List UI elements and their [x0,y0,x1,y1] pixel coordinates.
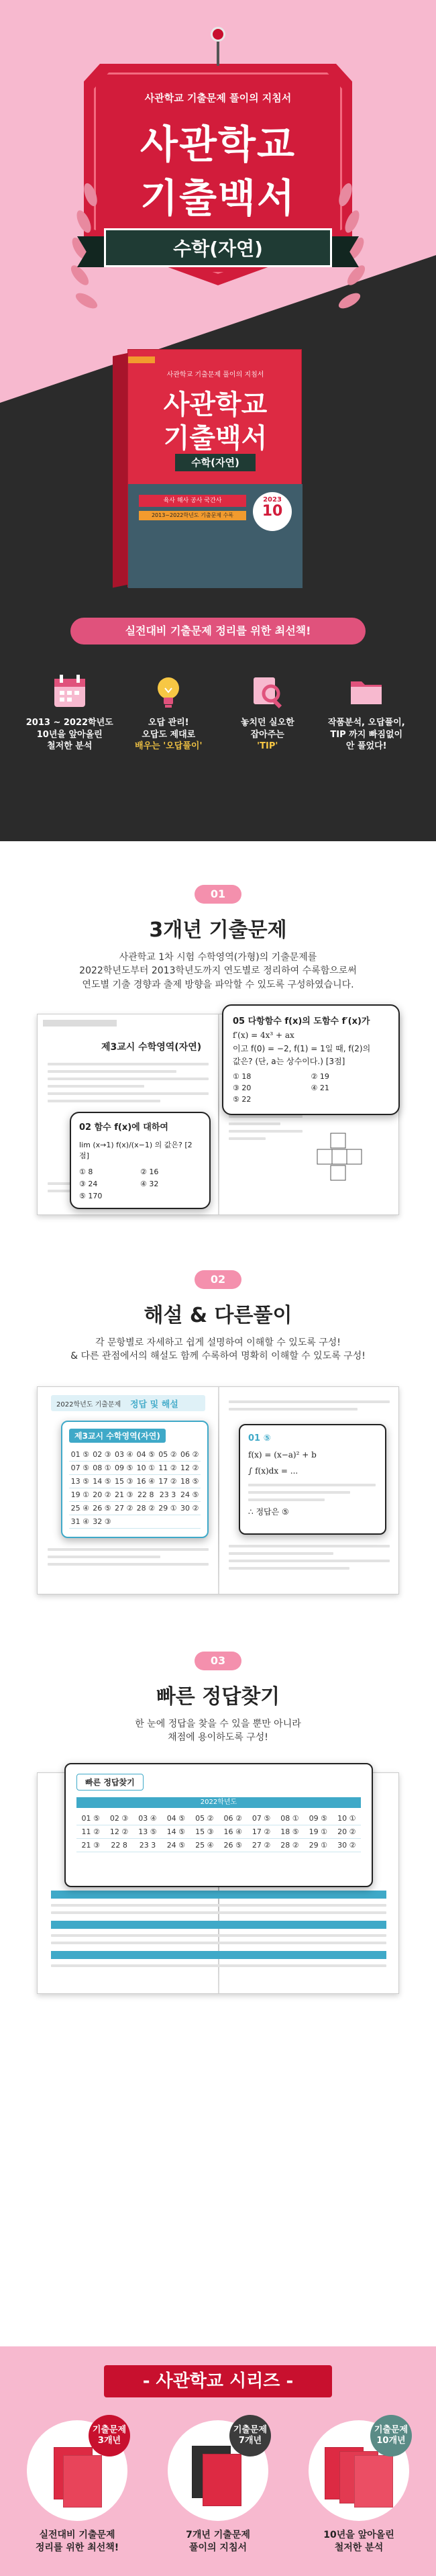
answer-cell: 31 ④ [69,1515,91,1529]
question-title: 05 다항함수 f(x)의 도함수 f′(x)가 [233,1016,370,1027]
feature-list [0,671,436,753]
series-item[interactable] [20,2420,134,2555]
answer-cell: 09 ⑤ [304,1812,332,1825]
description-line: 2022학년도부터 2013학년도까지 연도별로 정리하여 수록함으로써 [79,965,357,977]
feature-line: 작품분석, 오답풀이, [327,718,405,728]
feature-item [323,671,410,753]
question-popup-05 [222,1004,400,1115]
feature-text [125,717,212,753]
feature-line: 놓치던 실오한 [240,718,294,728]
hero-tagline: 실전대비 기출문제 정리를 위한 최선책! [70,618,366,645]
answer-cell: 14 ⑤ [91,1475,113,1488]
solution-popup [239,1424,386,1535]
answer-cell: 23 3 [157,1488,179,1502]
answer-table [69,1448,201,1529]
hero-title-line1: 사관학교 [140,122,296,167]
answer-cell: 27 ② [113,1502,135,1515]
answer-cell: 01 ⑤ [69,1448,91,1462]
answer-cell: 16 ④ [135,1475,157,1488]
section-title: 빠른 정답찾기 [156,1685,280,1709]
shield-hanger [217,39,219,66]
book-year-big: 10 [262,503,283,520]
choice-list [79,1167,201,1200]
pin-icon [211,27,225,42]
exam-page-spread [37,1014,399,1215]
folder-icon [323,671,410,712]
solution-number: 01 ⑤ [248,1433,271,1443]
answer-cell: 03 ④ [133,1812,162,1825]
description-line: 한 눈에 정답을 찾을 수 있을 뿐만 아니라 [135,1719,301,1729]
answer-key-popup [61,1421,209,1538]
calendar-icon [26,671,113,712]
caption-line: 7개년 기출문제 [186,2530,250,2540]
answer-cell: 15 ③ [190,1825,219,1839]
answer-cell: 13 ⑤ [133,1825,162,1839]
quick-answer-spread [37,1772,399,1994]
answer-cell: 17 ② [247,1825,275,1839]
subject-chip: 제3교시 수학영역(자연) [69,1429,166,1443]
choice: ① 8 [79,1167,93,1176]
series-book-circle [168,2420,268,2521]
answer-cell: 26 ⑤ [219,1839,247,1852]
series-caption [302,2529,416,2555]
solution-line: f(x) = (x−a)² + b [248,1450,317,1460]
question-text: 값은? (단, a는 상수이다.) [3점] [233,1057,345,1066]
book-tag-secondary: 2013~2022학년도 기출문제 수록 [139,511,246,520]
series-book-circle [27,2420,127,2521]
answer-cell: 25 ④ [190,1839,219,1852]
answer-cell: 01 ⑤ [76,1812,105,1825]
answer-cell: 10 ① [135,1462,157,1475]
series-badge: 기출문제 10개년 [370,2415,412,2456]
answer-cell: 20 ② [91,1488,113,1502]
answer-cell: 26 ⑤ [91,1502,113,1515]
hero-title-line2: 기출백서 [140,175,296,221]
choice: ④ 21 [311,1084,329,1092]
solution-line: ∫ f(x)dx = ... [248,1466,298,1476]
answer-cell: 08 ① [276,1812,304,1825]
text-lines [48,1063,209,1107]
book-year-small: 2023 [263,496,282,504]
section-title: 해설 & 다른풀이 [144,1304,292,1327]
caption-line: 정리를 위한 최선책! [35,2542,119,2553]
choice: ② 16 [140,1167,159,1176]
answer-cell [178,1515,201,1529]
feature-text [323,717,410,753]
table-row [76,1839,361,1852]
quick-answer-heading: 빠른 정답찾기 [76,1774,144,1791]
answer-cell: 29 ① [304,1839,332,1852]
answer-cell: 14 ⑤ [162,1825,190,1839]
section-description [0,951,436,992]
subject-ribbon: 수학(자연) [104,228,332,267]
page-header-bar [43,1020,117,1027]
table-row [69,1475,201,1488]
text-lines [229,1400,390,1415]
book-year-badge [253,492,292,531]
table-row [69,1448,201,1462]
answer-cell: 10 ① [333,1812,361,1825]
solution-page-spread [37,1386,399,1594]
book-top-strip [128,356,155,363]
series-caption [161,2529,275,2555]
magnifier-icon [224,671,311,712]
table-row [69,1462,201,1475]
caption-line: 10년을 앞아올린 [323,2530,394,2540]
exam-heading: 제3교시 수학영역(자연) [101,1042,202,1053]
section-number: 01 [195,885,241,904]
answer-cell: 11 ② [76,1825,105,1839]
feature-line: 2013 ~ 2022학년도 [25,718,113,728]
series-book-image [203,2454,241,2506]
description-line: 사관학교 1차 시험 수학영역(가형)의 기출문제를 [119,952,317,963]
feature-item [224,671,311,753]
question-title: 02 함수 f(x)에 대하여 [79,1123,168,1133]
answer-cell: 32 ③ [91,1515,113,1529]
feature-line: 'TIP' [257,741,278,752]
section-03 [0,1652,436,1745]
description-line: & 다른 관점에서의 해설도 함께 수록하여 명확히 이해할 수 있도록 구성! [70,1351,366,1362]
lightbulb-icon [125,671,212,712]
answer-cell: 16 ④ [219,1825,247,1839]
book-title-line2: 기출백서 [163,423,268,454]
answer-cell: 07 ⑤ [69,1462,91,1475]
answer-cell: 29 ① [157,1502,179,1515]
answer-cell: 28 ② [135,1502,157,1515]
answer-cell: 12 ② [178,1462,201,1475]
answer-cell: 28 ② [276,1839,304,1852]
section-01 [0,885,436,992]
answer-cell: 18 ⑤ [276,1825,304,1839]
table-row [69,1488,201,1502]
choice: ③ 20 [233,1084,252,1092]
answer-cell: 11 ② [157,1462,179,1475]
feature-line: 잡아주는 [250,729,284,740]
text-lines [229,1115,303,1145]
choice: ④ 32 [140,1180,159,1188]
answer-cell: 07 ⑤ [247,1812,275,1825]
choice: ③ 24 [79,1180,98,1188]
answer-cell: 05 ② [190,1812,219,1825]
question-text: 이고 f(0) = −2, f(1) = 1일 때, f(2)의 [233,1044,371,1053]
feature-line: TIP 까지 빠짐없이 [330,729,403,740]
answer-cell: 19 ① [69,1488,91,1502]
answer-cell: 13 ⑤ [69,1475,91,1488]
book-subtitle: 사관학교 기출문제 풀이의 지침서 [166,371,264,379]
feature-item [125,671,212,753]
quick-answer-table [76,1812,361,1852]
answer-cell: 06 ② [178,1448,201,1462]
choice: ① 18 [233,1072,252,1081]
answer-cell: 04 ⑤ [135,1448,157,1462]
book-subject-badge: 수학(자연) [175,454,256,471]
question-equation: lim (x→1) f(x)/(x−1) 의 값은? [2점] [79,1141,193,1160]
page-gutter [218,1014,219,1214]
answer-cell: 15 ③ [113,1475,135,1488]
table-row [76,1812,361,1825]
caption-line: 실전대비 기출문제 [39,2530,115,2540]
answer-cell [157,1515,179,1529]
question-popup-02 [70,1112,211,1209]
answer-cell: 18 ⑤ [178,1475,201,1488]
answer-bars [51,1891,386,1972]
solution-line: ∴ 정답은 ⑤ [248,1507,289,1517]
choice: ⑤ 170 [79,1192,103,1200]
choice: ② 19 [311,1072,329,1081]
series-badge: 기출문제 3개년 [89,2415,130,2456]
book-cover-image [127,349,309,587]
section-title: 3개년 기출문제 [149,918,287,942]
table-row [69,1502,201,1515]
answer-cell: 08 ① [91,1462,113,1475]
answer-cell: 25 ④ [69,1502,91,1515]
feature-text [26,717,113,753]
series-book-image [63,2455,102,2508]
solution-heading: 정답 및 해설 [130,1400,178,1410]
series-book-circle [309,2420,409,2521]
section-number: 02 [195,1270,241,1289]
text-lines [48,1548,209,1570]
table-row [76,1825,361,1839]
caption-line: 철저한 분석 [334,2542,384,2553]
answer-cell: 02 ③ [91,1448,113,1462]
answer-cell: 03 ④ [113,1448,135,1462]
answer-cell: 21 ③ [113,1488,135,1502]
answer-cell: 17 ② [157,1475,179,1488]
answer-cell: 02 ③ [105,1812,133,1825]
section-number: 03 [195,1652,241,1670]
book-title-line1: 사관학교 [163,389,268,420]
series-caption [20,2529,134,2555]
series-item[interactable] [302,2420,416,2555]
section-description [0,1717,436,1745]
caption-line: 풀이의 지침서 [188,2542,248,2553]
feature-line: 오답 관리! [148,718,189,728]
answer-cell: 05 ② [157,1448,179,1462]
feature-line: 철저한 분석 [47,741,93,752]
description-line: 연도별 기출 경향과 출제 방향을 파악할 수 있도록 구성하였습니다. [82,979,354,990]
page-gutter [218,1387,219,1594]
description-line: 각 문항별로 자세하고 쉽게 설명하여 이해할 수 있도록 구성! [95,1337,341,1348]
hero-subtitle: 사관학교 기출문제 풀이의 지침서 [144,92,292,104]
answer-cell: 04 ⑤ [162,1812,190,1825]
series-book-image [354,2455,393,2508]
feature-line: 안 풀었다! [345,741,387,752]
answer-cell: 30 ② [178,1502,201,1515]
feature-text [224,717,311,753]
feature-line: 오답도 제대로 [142,729,196,740]
table-row [69,1515,201,1529]
text-lines [229,1545,390,1574]
question-equation: f′(x) = 4x³ + ax [233,1031,294,1040]
grid-figure-icon [316,1132,363,1186]
series-section [0,2346,436,2576]
answer-cell: 24 ⑤ [162,1839,190,1852]
series-title: - 사관학교 시리즈 - [104,2365,332,2397]
answer-cell: 24 ⑤ [178,1488,201,1502]
choice: ⑤ 22 [233,1095,252,1104]
answer-cell: 21 ③ [76,1839,105,1852]
answer-cell: 23 3 [133,1839,162,1852]
choice-list [233,1072,389,1104]
answer-cell: 06 ② [219,1812,247,1825]
answer-cell: 30 ② [333,1839,361,1852]
answer-table-title: 2022학년도 [76,1797,361,1808]
answer-cell: 20 ② [333,1825,361,1839]
series-badge: 기출문제 7개년 [229,2415,271,2456]
quick-answer-popup [64,1763,373,1887]
feature-line: 배우는 '오답풀이' [135,741,203,752]
description-line: 채점에 용이하도록 구성! [168,1732,268,1744]
section-description [0,1336,436,1364]
text-lines [248,1484,376,1501]
section-02 [0,1270,436,1364]
book-tag: 육사 해사 공사 국간사 [139,495,246,507]
book-spine [113,352,129,587]
answer-cell: 22 8 [105,1839,133,1852]
answer-cell: 27 ② [247,1839,275,1852]
feature-item [26,671,113,753]
solution-heading-bar [51,1395,205,1411]
answer-cell: 09 ⑤ [113,1462,135,1475]
hero-banner [0,0,436,841]
answer-cell: 19 ① [304,1825,332,1839]
series-item[interactable] [161,2420,275,2555]
feature-line: 10년을 앞아올린 [36,729,103,740]
answer-cell: 22 8 [135,1488,157,1502]
answer-cell [135,1515,157,1529]
answer-cell [113,1515,135,1529]
book-front [127,349,302,587]
solution-subheading: 2022학년도 기출문제 [56,1401,121,1409]
answer-cell: 12 ② [105,1825,133,1839]
hero-shield [64,27,372,342]
